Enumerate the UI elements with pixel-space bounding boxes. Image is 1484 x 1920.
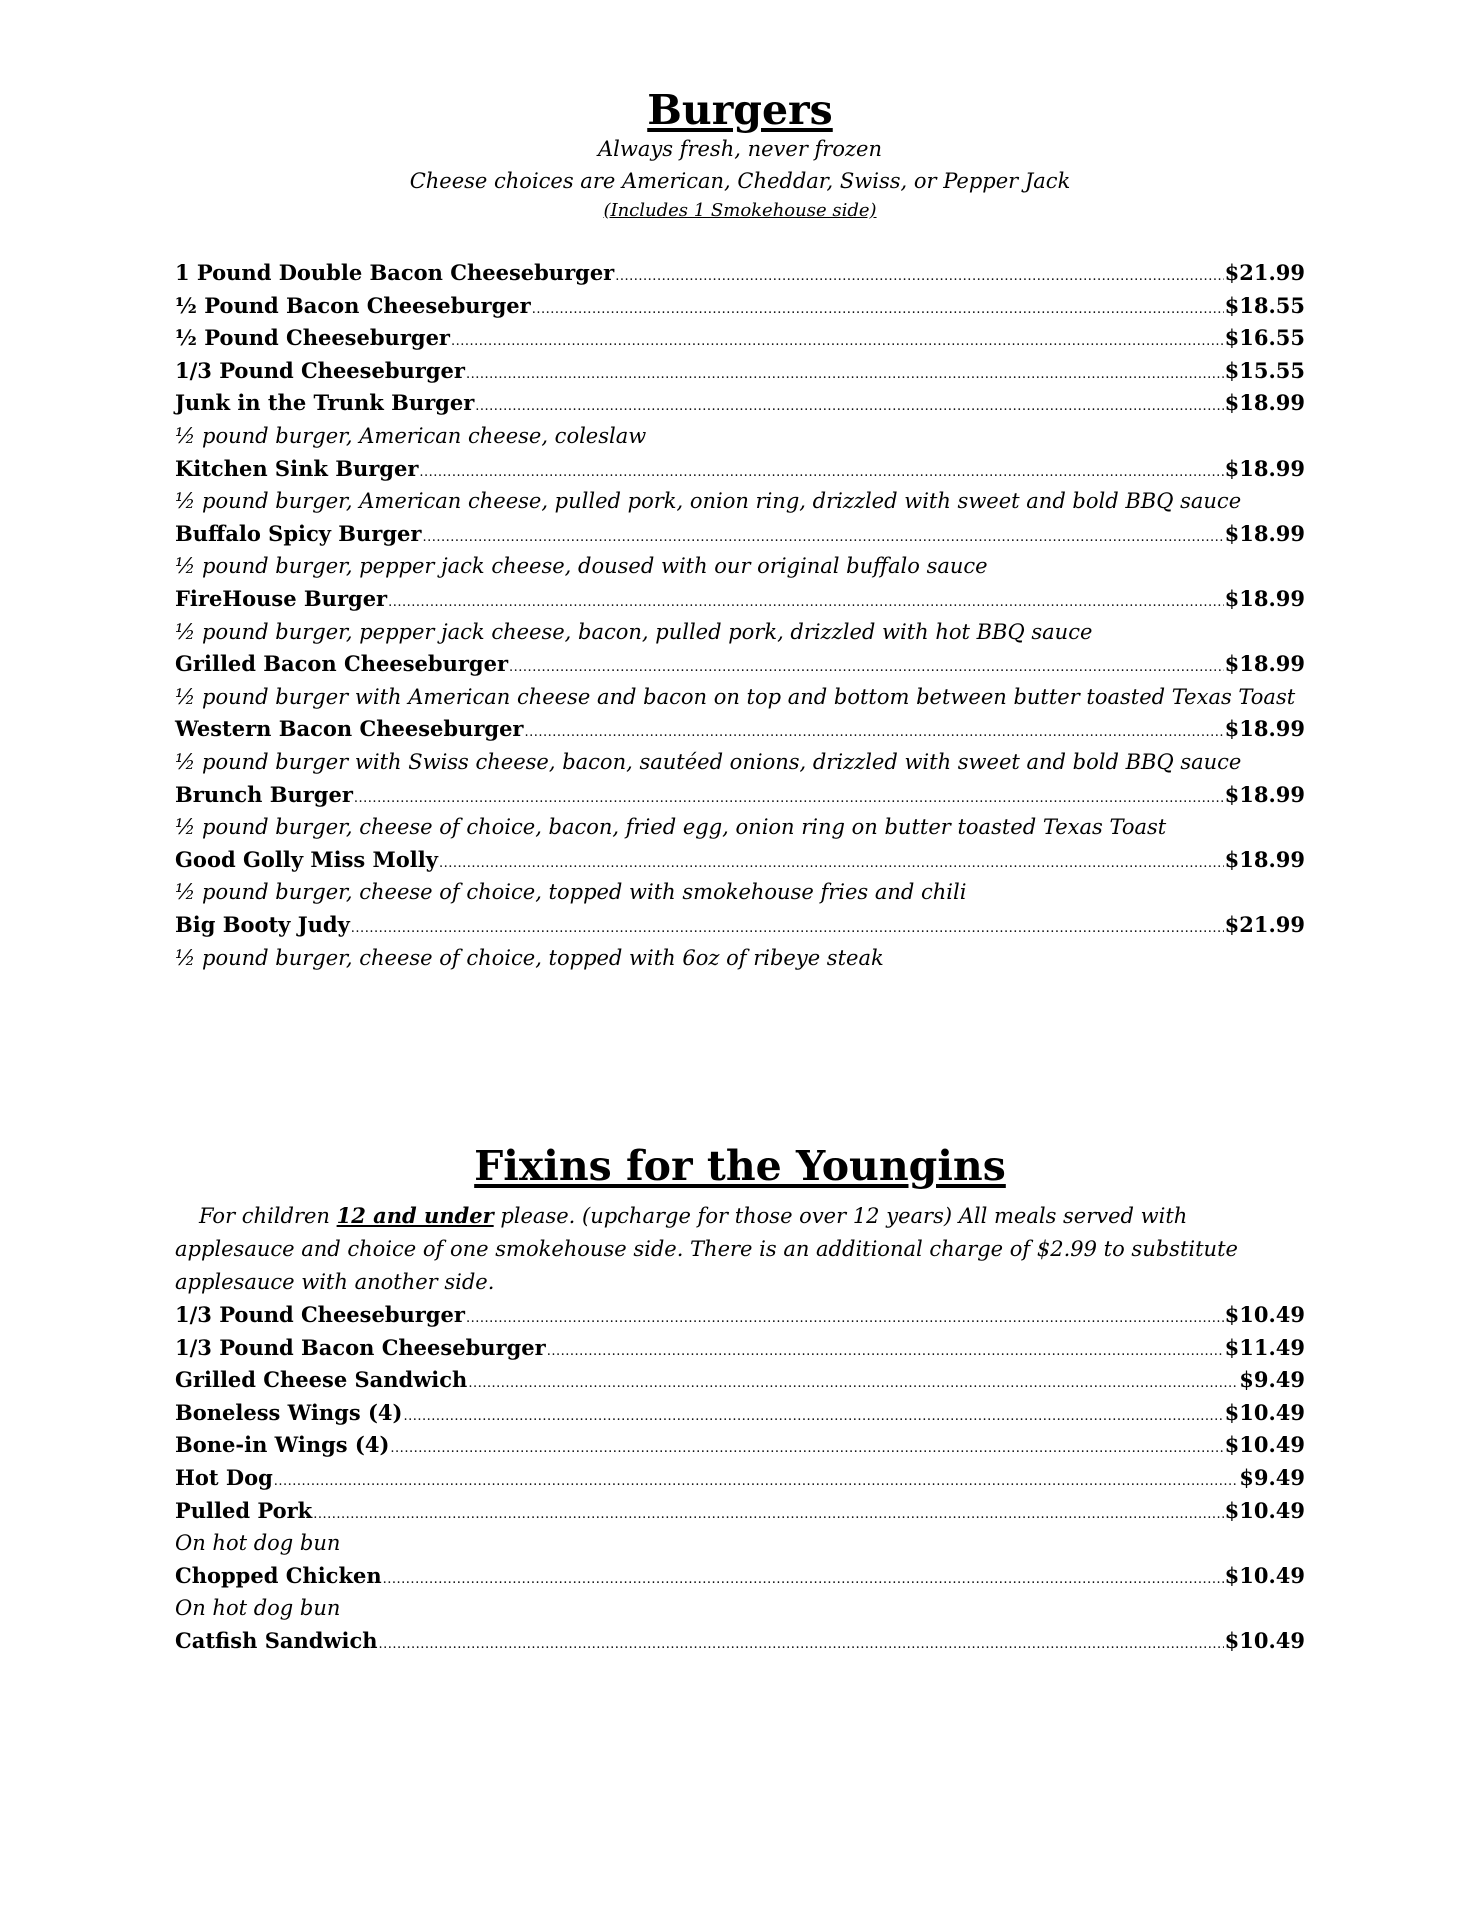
menu-item [175, 518, 1305, 583]
kids-menu-list [175, 1299, 1305, 1658]
menu-item-name: 1 Pound Double Bacon Cheeseburger [175, 260, 615, 286]
dot-leader [509, 652, 1224, 685]
dot-leader [615, 261, 1223, 294]
menu-item-name: 1/3 Pound Cheeseburger [175, 357, 465, 383]
menu-item [175, 583, 1305, 648]
burgers-title: Burgers [647, 86, 833, 134]
menu-item-price: $18.99 [1224, 390, 1305, 416]
menu-item-row [175, 909, 1305, 942]
menu-item-name: Bone-in Wings (4) [175, 1432, 390, 1458]
menu-item-name: ½ Pound Cheeseburger [175, 325, 450, 351]
menu-item-price: $18.99 [1224, 520, 1305, 546]
menu-item [175, 387, 1305, 452]
menu-item [175, 355, 1305, 388]
dot-leader [547, 1336, 1224, 1369]
menu-item [175, 290, 1305, 323]
menu-item-name: Junk in the Trunk Burger [175, 390, 475, 416]
dot-leader [390, 1433, 1223, 1466]
burgers-section [175, 88, 1305, 974]
menu-item [175, 1462, 1305, 1495]
menu-item-name: Western Bacon Cheeseburger [175, 716, 524, 742]
dot-leader [274, 1466, 1238, 1499]
menu-item [175, 844, 1305, 909]
menu-item-row [175, 257, 1305, 290]
menu-item-description: ½ pound burger, cheese of choice, topped with 6oz of ribeye steak [175, 945, 884, 970]
burgers-menu-list [175, 257, 1305, 974]
menu-item-row [175, 453, 1305, 486]
menu-item [175, 1495, 1305, 1560]
menu-item-price: $18.99 [1224, 781, 1305, 807]
menu-item-price: $18.99 [1224, 586, 1305, 612]
menu-item-row [175, 1625, 1305, 1658]
menu-item-row [175, 844, 1305, 877]
menu-item [175, 1625, 1305, 1658]
menu-item-row [175, 779, 1305, 812]
menu-item-name: Good Golly Miss Molly [175, 846, 438, 872]
menu-item-row [175, 322, 1305, 355]
menu-item-name: ½ Pound Bacon Cheeseburger [175, 292, 531, 318]
menu-item-price: $10.49 [1224, 1497, 1305, 1523]
menu-item-row [175, 1397, 1305, 1430]
menu-item-price: $9.49 [1239, 1465, 1305, 1491]
dot-leader [379, 1629, 1224, 1662]
menu-item-description: ½ pound burger, American cheese, coleslaw [175, 424, 647, 449]
menu-item [175, 779, 1305, 844]
menu-item-description: ½ pound burger, pepper jack cheese, bacon, pulled pork, drizzled with hot BBQ sauce [175, 619, 1093, 644]
menu-item-price: $18.99 [1224, 716, 1305, 742]
menu-item-price: $15.55 [1224, 357, 1305, 383]
menu-item-description: ½ pound burger, cheese of choice, topped with smokehouse fries and chili [175, 880, 967, 905]
menu-item-name: Big Booty Judy [175, 911, 350, 937]
menu-item-row [175, 648, 1305, 681]
menu-item-price: $10.49 [1224, 1562, 1305, 1588]
kids-title: Fixins for the Youngins [474, 1142, 1006, 1190]
menu-item [175, 909, 1305, 974]
menu-item-description: ½ pound burger with American cheese and bacon on top and bottom between butter toasted Texas Toast [175, 684, 1296, 709]
menu-item-name: Boneless Wings (4) [175, 1399, 403, 1425]
dot-leader [403, 1401, 1223, 1434]
menu-item-row [175, 1495, 1305, 1528]
menu-item-description: ½ pound burger, pepper jack cheese, doused with our original buffalo sauce [175, 554, 988, 579]
menu-item-row [175, 355, 1305, 388]
menu-item-description: ½ pound burger with Swiss cheese, bacon, sautéed onions, drizzled with sweet and bold BBQ sauce [175, 750, 1242, 774]
burgers-subtitle-fresh: Always fresh, never frozen [597, 137, 882, 162]
menu-item [175, 1332, 1305, 1365]
menu-item-price: $18.99 [1224, 455, 1305, 481]
menu-item-price: $18.99 [1224, 651, 1305, 677]
menu-item-name: Catfish Sandwich [175, 1628, 378, 1654]
menu-item-price: $18.99 [1224, 846, 1305, 872]
menu-item [175, 322, 1305, 355]
kids-intro-age: 12 and under [336, 1203, 494, 1229]
menu-item-row [175, 1560, 1305, 1593]
menu-item-row [175, 1462, 1305, 1495]
menu-item-description: ½ pound burger, cheese of choice, bacon, fried egg, onion ring on butter toasted Texas Toast [175, 815, 1167, 840]
dot-leader [313, 1499, 1223, 1532]
menu-item-price: $10.49 [1224, 1399, 1305, 1425]
dot-leader [388, 587, 1224, 620]
menu-item-description: On hot dog bun [175, 1596, 341, 1621]
menu-item-row [175, 1364, 1305, 1397]
menu-item-name: Grilled Bacon Cheeseburger [175, 651, 509, 677]
kids-intro-post: please. (upcharge for those over 12 years) All meals served with applesauce and choice of one smokehouse side. There is an additional charge of $2.99 to substitute applesauce with another side. [175, 1204, 1238, 1295]
menu-item [175, 648, 1305, 713]
menu-item-name: Grilled Cheese Sandwich [175, 1367, 468, 1393]
menu-item-name: Hot Dog [175, 1465, 273, 1491]
burgers-subtitle-cheese: Cheese choices are American, Cheddar, Swiss, or Pepper Jack [409, 169, 1071, 194]
kids-intro-pre: For children [199, 1204, 337, 1229]
menu-item [175, 1560, 1305, 1625]
menu-item [175, 1397, 1305, 1430]
menu-item-name: 1/3 Pound Cheeseburger [175, 1302, 465, 1328]
menu-item-price: $11.49 [1224, 1334, 1305, 1360]
menu-item-price: $10.49 [1224, 1628, 1305, 1654]
menu-item-name: FireHouse Burger [175, 586, 388, 612]
dot-leader [351, 913, 1224, 946]
menu-item [175, 1364, 1305, 1397]
kids-intro [175, 1199, 1305, 1299]
menu-item-row [175, 713, 1305, 746]
menu-item-name: Chopped Chicken [175, 1562, 382, 1588]
menu-item [175, 453, 1305, 518]
dot-leader [451, 326, 1224, 359]
menu-item [175, 1429, 1305, 1462]
menu-item-name: Kitchen Sink Burger [175, 455, 419, 481]
menu-item-row [175, 1299, 1305, 1332]
menu-item-price: $18.55 [1224, 292, 1305, 318]
menu-item [175, 713, 1305, 778]
menu-item-price: $9.49 [1239, 1367, 1305, 1393]
menu-item-row [175, 1332, 1305, 1365]
kids-section [175, 1144, 1305, 1658]
menu-item-row [175, 387, 1305, 420]
menu-item-name: Brunch Burger [175, 781, 353, 807]
menu-item-name: Pulled Pork [175, 1497, 313, 1523]
menu-item-price: $21.99 [1224, 260, 1305, 286]
menu-item-price: $10.49 [1224, 1432, 1305, 1458]
menu-item-description: On hot dog bun [175, 1531, 341, 1556]
menu-item-price: $21.99 [1224, 911, 1305, 937]
menu-item-name: Buffalo Spicy Burger [175, 520, 422, 546]
menu-item-price: $16.55 [1224, 325, 1305, 351]
menu-page [175, 0, 1305, 1654]
menu-item-name: 1/3 Pound Bacon Cheeseburger [175, 1334, 546, 1360]
dot-leader [466, 1303, 1224, 1336]
menu-item-row [175, 518, 1305, 551]
menu-item [175, 1299, 1305, 1332]
dot-leader [468, 1368, 1238, 1401]
menu-item-description: ½ pound burger, American cheese, pulled pork, onion ring, drizzled with sweet and bold BBQ sauce [175, 489, 1242, 514]
burgers-subtitle-side: (Includes 1 Smokehouse side) [603, 200, 877, 222]
menu-item-row [175, 1429, 1305, 1462]
menu-item-row [175, 290, 1305, 323]
menu-item [175, 257, 1305, 290]
dot-leader [383, 1564, 1224, 1597]
dot-leader [466, 359, 1224, 392]
dot-leader [532, 294, 1224, 327]
menu-item-row [175, 583, 1305, 616]
menu-item-price: $10.49 [1224, 1302, 1305, 1328]
